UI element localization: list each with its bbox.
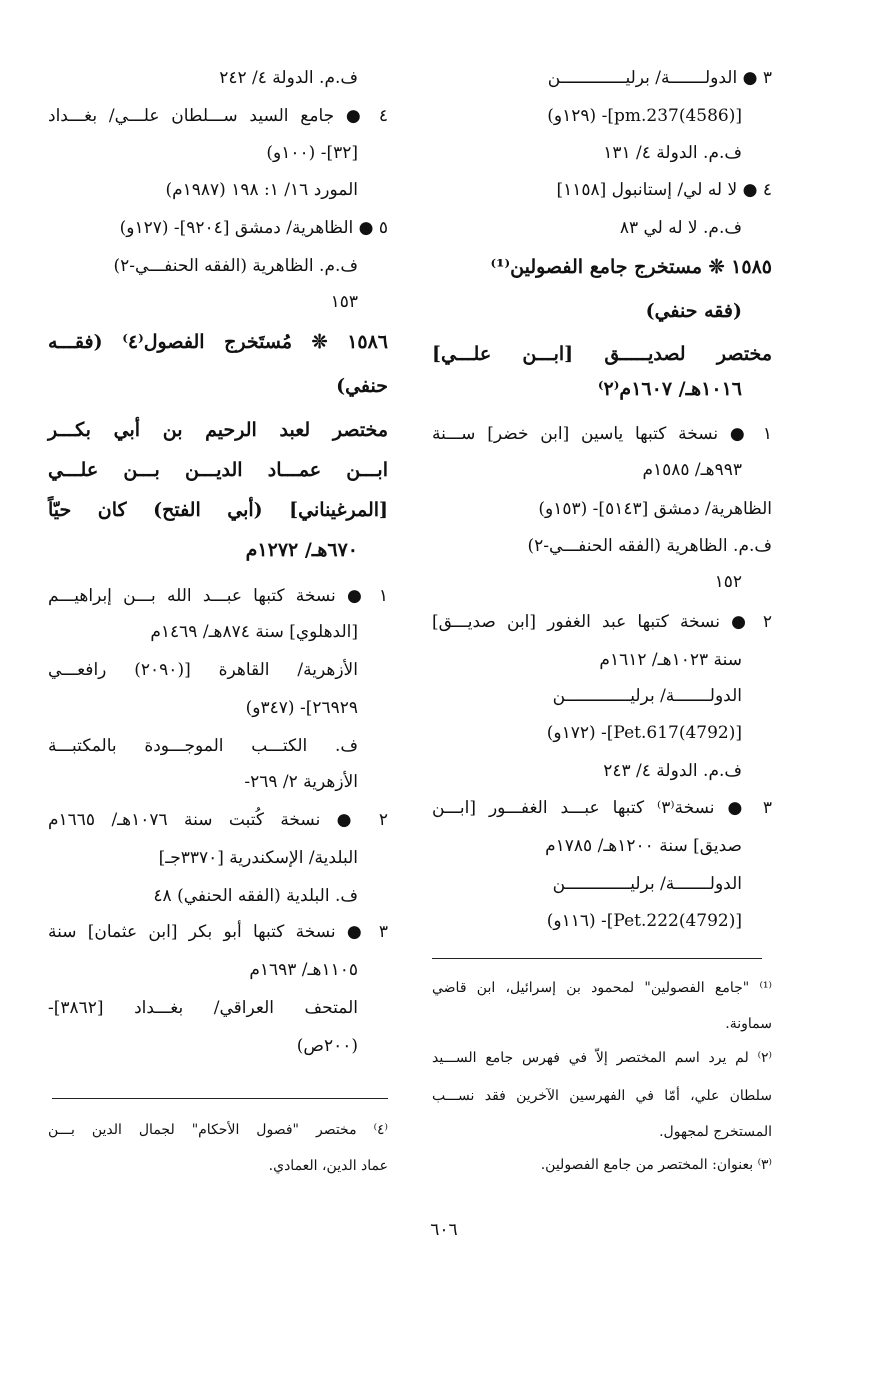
page-number: ٦٠٦	[430, 1220, 458, 1240]
shelfmark-line: [(4586)pm.237]- (١٢٩و)	[547, 106, 742, 126]
copy-date: [الدهلوي] سنة ٨٧٤هـ/ ١٤٦٩م	[150, 622, 358, 642]
work-date: ١٠١٦هـ/ ١٦٠٧م⁽٢⁾	[597, 378, 742, 400]
reference-line: ١٥٢	[714, 572, 742, 592]
library-line: الدولـــــــة/ برليـــــــــــــن	[552, 874, 742, 894]
reference-line: ف.م. لا له لي ٨٣	[619, 218, 742, 238]
reference-line: ف.م. الظاهرية (الفقه الحنفـــي-٢)	[527, 536, 772, 556]
copy-date: صديق] سنة ١٢٠٠هـ/ ١٧٨٥م	[545, 836, 742, 856]
work-title: ١٥٨٦ ❊ مُستَخرج الفصول⁽٤⁾ (فقـــه	[48, 331, 389, 353]
shelfmark-line: [(4792)Pet.617]- (١٧٢و)	[546, 723, 742, 743]
shelfmark-line: [٣٢]- (١٠٠و)	[266, 143, 358, 163]
copy-entry: ١ ● نسخة كتبها عبـــد الله بـــن إبراهيـــم	[48, 586, 388, 606]
work-subject: حنفي)	[336, 375, 388, 397]
work-author: ابـــن عمـــاد الديـــن بـــن علـــي	[48, 459, 388, 481]
footnote: سلطان علي، أمّا في الفهرسين الآخرين فقد نســـب	[432, 1088, 772, 1104]
reference-line: ف.م. الظاهرية (الفقه الحنفـــي-٢)	[113, 256, 358, 276]
copy-entry: ٥ ● الظاهرية/ دمشق [٩٢٠٤]- (١٢٧و)	[119, 218, 388, 238]
library-line: الأزهرية/ القاهرة [(٢٠٩٠) رافعـــي	[48, 660, 358, 680]
reference-line: ف.م. الدولة ٤/ ٢٤٢	[219, 68, 358, 88]
copy-date: سنة ١٠٢٣هـ/ ١٦١٢م	[599, 650, 742, 670]
library-line: المتحف العراقي/ بغـــداد [٣٨٦٢]-	[48, 998, 358, 1018]
reference-line: ف. الكتـــب الموجـــودة بالمكتبـــة	[48, 736, 358, 756]
footnote: ⁽¹⁾ "جامع الفصولين" لمحمود بن إسرائيل، ابن قاضي	[432, 980, 772, 996]
reference-line: المورد ١٦/ ١: ١٩٨ (١٩٨٧م)	[165, 180, 358, 200]
work-date: ٦٧٠هـ/ ١٢٧٢م	[245, 539, 358, 561]
shelfmark-line: (٢٠٠ص)	[296, 1036, 358, 1056]
copy-date: ١١٠٥هـ/ ١٦٩٣م	[249, 960, 358, 980]
library-line: الدولـــــــة/ برليـــــــــــــن	[552, 686, 742, 706]
entry-line: ٤ ● لا له لي/ إستانبول [١١٥٨]	[556, 180, 772, 200]
footnote-divider	[432, 958, 762, 959]
copy-entry: ١ ● نسخة كتبها ياسين [ابن خضر] ســـنة	[432, 424, 772, 444]
reference-line: ف.م. الدولة ٤/ ٢٤٣	[603, 761, 742, 781]
footnote: ⁽٤⁾ مختصر "فصول الأحكام" لجمال الدين بـــن	[48, 1122, 388, 1138]
work-author: مختصر لصديـــــق [ابـــن علـــي]	[432, 343, 772, 365]
footnote: عماد الدين، العمادي.	[268, 1158, 388, 1174]
library-line: البلدية/ الإسكندرية [٣٣٧٠جـ]	[158, 848, 358, 868]
work-title: ١٥٨٥ ❊ مستخرج جامع الفصولين⁽¹⁾	[490, 256, 772, 278]
copy-entry: ٤ ● جامع السيد ســـلطان علـــي/ بغـــداد	[48, 106, 388, 126]
copy-entry: ٢ ● نسخة كتبها عبد الغفور [ابن صديـــق]	[432, 612, 772, 632]
footnote-divider	[52, 1098, 388, 1099]
footnote: سماونة.	[725, 1016, 772, 1032]
work-author: [المرغيناني] (أبي الفتح) كان حيّاً	[48, 499, 388, 521]
reference-line: ف. البلدية (الفقه الحنفي) ٤٨	[153, 886, 358, 906]
footnote: ⁽٣⁾ بعنوان: المختصر من جامع الفصولين.	[540, 1157, 772, 1173]
copy-entry: ٣ ● نسخة كتبها أبو بكر [ابن عثمان] سنة	[48, 922, 388, 942]
work-subject: (فقه حنفي)	[645, 300, 742, 322]
shelfmark-line: ٢٦٩٢٩]- (٣٤٧و)	[245, 698, 358, 718]
work-author: مختصر لعبد الرحيم بن أبي بكـــر	[48, 419, 388, 441]
library-line: الظاهرية/ دمشق [٥١٤٣]- (١٥٣و)	[538, 499, 772, 519]
reference-line: ١٥٣	[330, 292, 358, 312]
footnote: ⁽٢⁾ لم يرد اسم المختصر إلاّ في فهرس جامع الســـيد	[432, 1050, 772, 1066]
reference-line: ف.م. الدولة ٤/ ١٣١	[603, 143, 742, 163]
copy-date: ٩٩٣هـ/ ١٥٨٥م	[642, 460, 742, 480]
copy-entry: ٢ ● نسخة كُتبت سنة ١٠٧٦هـ/ ١٦٦٥م	[48, 810, 389, 830]
reference-line: الأزهرية ٢/ ٢٦٩-	[244, 772, 358, 792]
footnote: المستخرج لمجهول.	[659, 1124, 772, 1140]
entry-line: ٣ ● الدولـــــــة/ برليـــــــــــــن	[547, 68, 772, 88]
shelfmark-line: [(4792)Pet.222]- (١١٦و)	[546, 911, 742, 931]
copy-entry: ٣ ● نسخة⁽٣⁾ كتبها عبـــد الغفـــور [ابـــن	[432, 798, 772, 818]
